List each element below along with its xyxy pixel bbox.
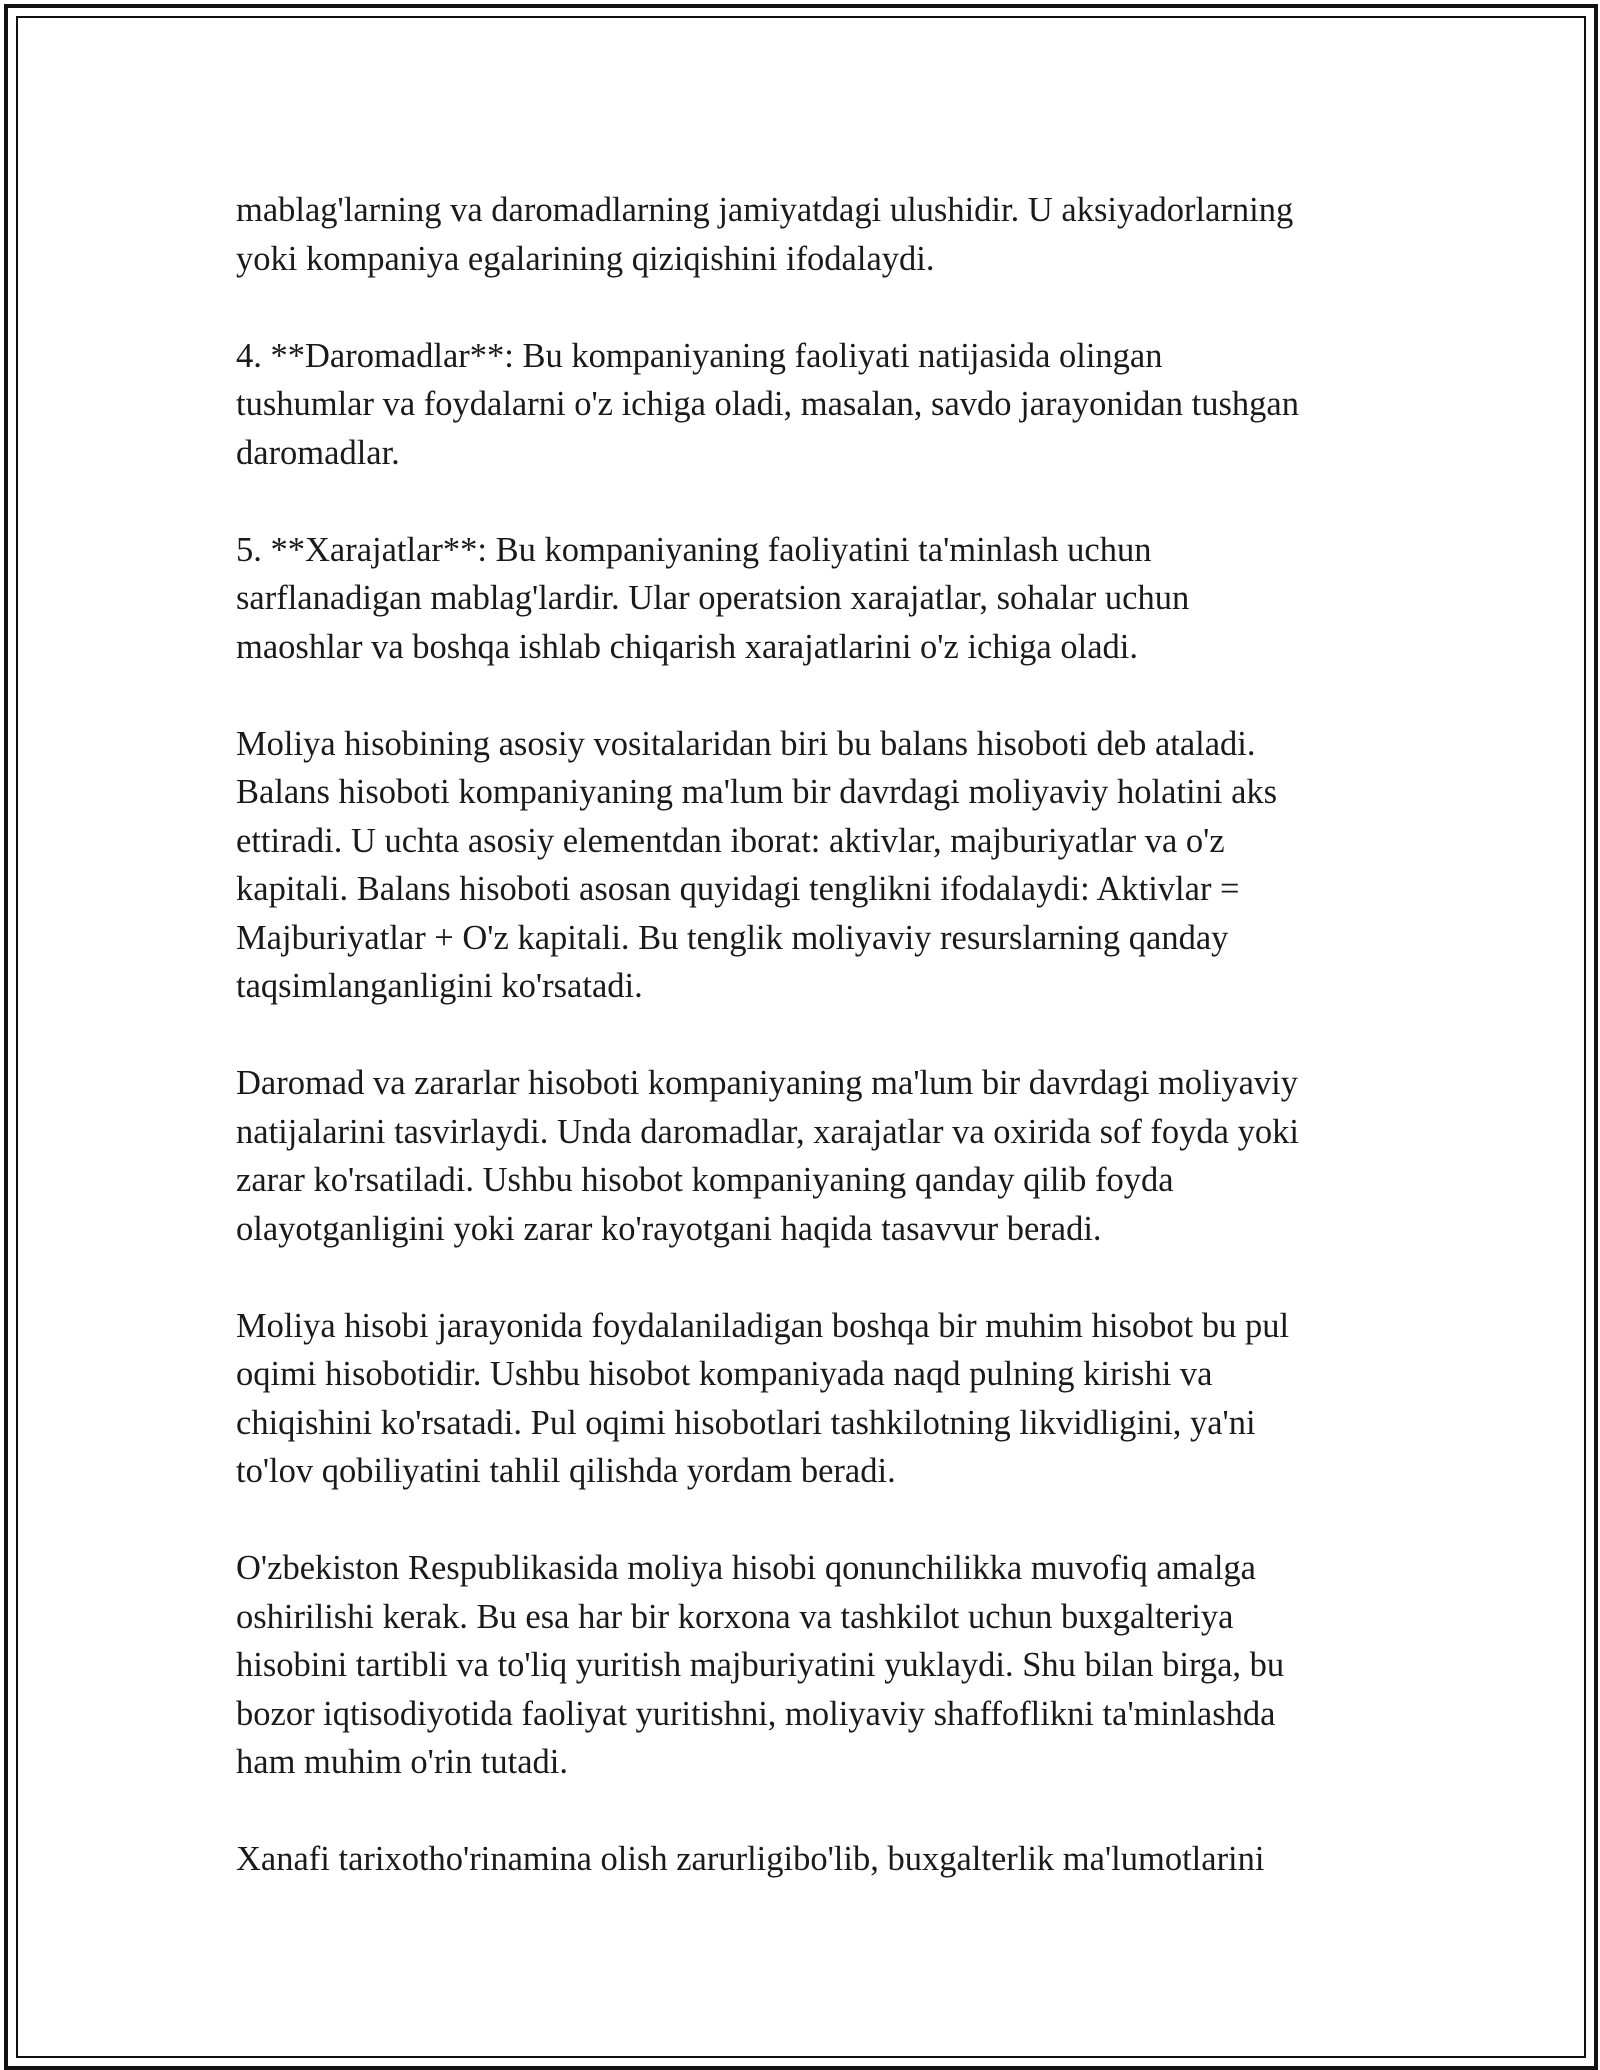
paragraph-balance-sheet: Moliya hisobining asosiy vositalaridan biri bu balans hisoboti deb ataladi. Balans hisoboti kompaniyaning ma'lum bir davrdagi moliyaviy holatini aks ettiradi. U uchta asosiy elementdan iborat: aktivlar, majburiyatlar va o'z kapitali. Balans hisoboti asosan quyidagi tenglikni ifodalaydi: Aktivlar = Majburiyatlar + O'z kapitali. Bu tenglik moliyaviy resurslarning qanday taqsimlanganligini ko'rsatadi. (236, 724, 1278, 1005)
paragraph-item-4-revenues: 4. **Daromadlar**: Bu kompaniyaning faoliyati natijasida olingan tushumlar va foydalarni o'z ichiga oladi, masalan, savdo jarayonidan tushgan daromadlar. (236, 336, 1299, 472)
paragraph-cash-flow: Moliya hisobi jarayonida foydalaniladigan boshqa bir muhim hisobot bu pul oqimi hisobotidir. Ushbu hisobot kompaniyada naqd pulning kirishi va chiqishini ko'rsatadi. Pul oqimi hisobotlari tashkilotning likvidligini, ya'ni to'lov qobiliyatini tahlil qilishda yordam beradi. (236, 1306, 1290, 1490)
document-body (236, 186, 1376, 1884)
paragraph-trailing-line: Xanafi tarixotho'rinamina olish zarurligibo'lib, buxgalterlik ma'lumotlarini (236, 1840, 1265, 1878)
paragraph-item-5-expenses: 5. **Xarajatlar**: Bu kompaniyaning faoliyatini ta'minlash uchun sarflanadigan mablag'lardir. Ular operatsion xarajatlar, sohalar uchun maoshlar va boshqa ishlab chiqarish xarajatlarini o'z ichiga oladi. (236, 530, 1190, 666)
paragraph-income-statement: Daromad va zararlar hisoboti kompaniyaning ma'lum bir davrdagi moliyaviy natijalarini tasvirlaydi. Unda daromadlar, xarajatlar va oxirida sof foyda yoki zarar ko'rsatiladi. Ushbu hisobot kompaniyaning qanday qilib foyda olayotganligini yoki zarar ko'rayotgani haqida tasavvur beradi. (236, 1064, 1299, 1248)
paragraph-legislation: O'zbekiston Respublikasida moliya hisobi qonunchilikka muvofiq amalga oshirilishi kerak. Bu esa har bir korxona va tashkilot uchun buxgalteriya hisobini tartibli va to'liq yuritish majburiyatini yuklaydi. Shu bilan birga, bu bozor iqtisodiyotida faoliyat yuritishni, moliyaviy shaffoflikni ta'minlashda ham muhim o'rin tutadi. (236, 1549, 1285, 1781)
paragraph-equity-continuation: mablag'larning va daromadlarning jamiyatdagi ulushidir. U aksiyadorlarning yoki kompaniya egalarining qiziqishini ifodalaydi. (236, 191, 1294, 278)
